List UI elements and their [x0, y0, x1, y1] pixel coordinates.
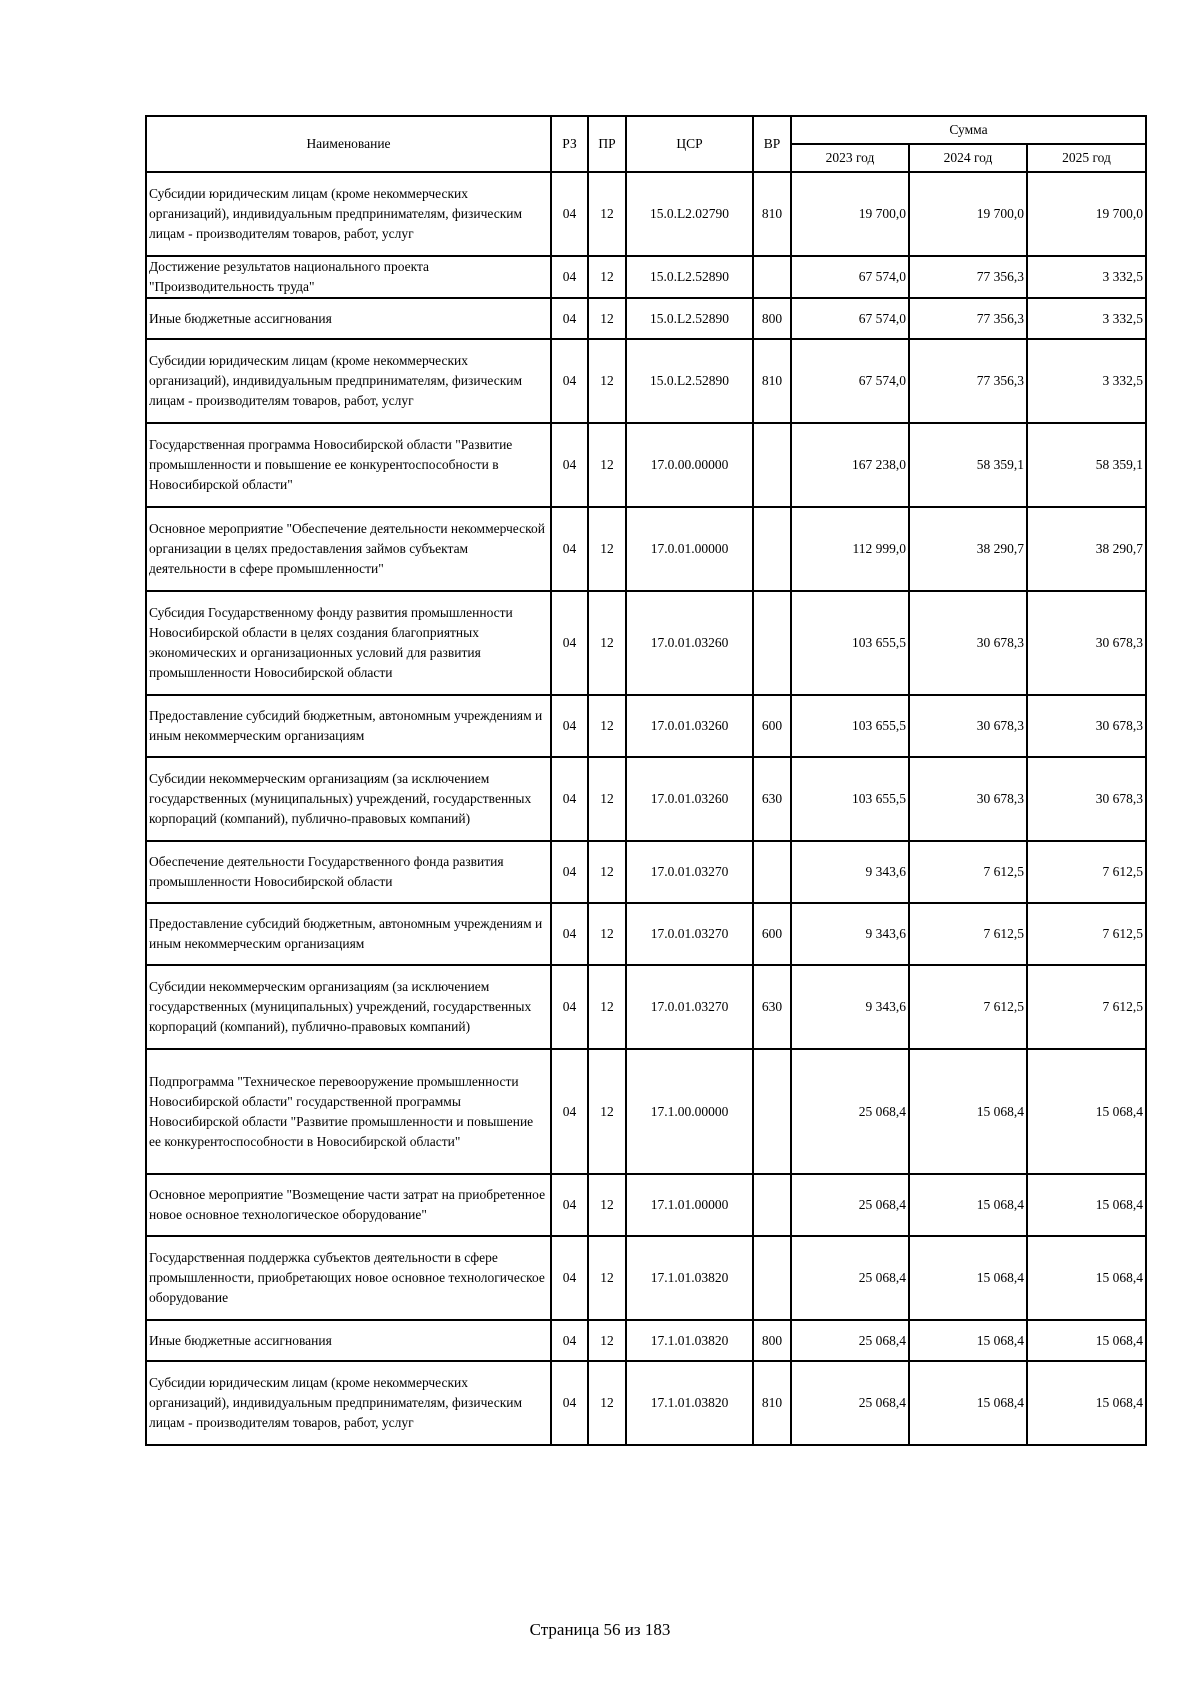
row-vr: 600 — [753, 695, 791, 757]
header-2024: 2024 год — [909, 144, 1027, 172]
row-name: Иные бюджетные ассигнования — [146, 298, 551, 339]
row-csr: 17.0.01.03270 — [626, 903, 753, 965]
row-name: Субсидии юридическим лицам (кроме некоммерческих организаций), индивидуальным предпринимателям, физическим лицам - производителям товаров, работ, услуг — [146, 172, 551, 256]
row-sum-2025: 7 612,5 — [1027, 841, 1146, 903]
row-vr — [753, 591, 791, 695]
table-row — [146, 841, 1146, 903]
row-pr: 12 — [588, 256, 626, 298]
row-name: Обеспечение деятельности Государственного фонда развития промышленности Новосибирской области — [146, 841, 551, 903]
row-rz: 04 — [551, 695, 588, 757]
row-csr: 17.0.01.03260 — [626, 757, 753, 841]
row-rz: 04 — [551, 1049, 588, 1174]
row-vr: 800 — [753, 1320, 791, 1361]
row-csr: 15.0.L2.52890 — [626, 339, 753, 423]
row-sum-2023: 9 343,6 — [791, 965, 909, 1049]
row-pr: 12 — [588, 298, 626, 339]
row-sum-2024: 38 290,7 — [909, 507, 1027, 591]
row-sum-2023: 67 574,0 — [791, 256, 909, 298]
row-rz: 04 — [551, 1361, 588, 1445]
table-row — [146, 172, 1146, 256]
row-pr: 12 — [588, 903, 626, 965]
row-pr: 12 — [588, 339, 626, 423]
header-rz: РЗ — [551, 116, 588, 172]
row-sum-2025: 15 068,4 — [1027, 1320, 1146, 1361]
row-sum-2025: 15 068,4 — [1027, 1174, 1146, 1236]
row-sum-2024: 7 612,5 — [909, 903, 1027, 965]
row-name: Субсидия Государственному фонду развития промышленности Новосибирской области в целях создания благоприятных экономических и организационных условий для развития промышленности Новосибирской области — [146, 591, 551, 695]
row-rz: 04 — [551, 256, 588, 298]
row-sum-2025: 38 290,7 — [1027, 507, 1146, 591]
row-name: Подпрограмма "Техническое перевооружение промышленности Новосибирской области" государственной программы Новосибирской области "Развитие промышленности и повышение ее конкурентоспособности в Новосибирской области" — [146, 1049, 551, 1174]
row-csr: 15.0.L2.52890 — [626, 298, 753, 339]
row-pr: 12 — [588, 841, 626, 903]
row-sum-2023: 103 655,5 — [791, 591, 909, 695]
row-pr: 12 — [588, 1361, 626, 1445]
row-sum-2025: 19 700,0 — [1027, 172, 1146, 256]
row-sum-2023: 103 655,5 — [791, 695, 909, 757]
table-row — [146, 1174, 1146, 1236]
header-vr: ВР — [753, 116, 791, 172]
row-rz: 04 — [551, 965, 588, 1049]
row-csr: 17.1.01.00000 — [626, 1174, 753, 1236]
table-body — [146, 172, 1146, 1445]
row-sum-2024: 77 356,3 — [909, 298, 1027, 339]
row-name: Предоставление субсидий бюджетным, автономным учреждениям и иным некоммерческим организациям — [146, 695, 551, 757]
table-row — [146, 339, 1146, 423]
row-sum-2023: 67 574,0 — [791, 339, 909, 423]
row-vr: 810 — [753, 339, 791, 423]
row-pr: 12 — [588, 591, 626, 695]
row-vr — [753, 423, 791, 507]
row-sum-2024: 19 700,0 — [909, 172, 1027, 256]
header-2023: 2023 год — [791, 144, 909, 172]
budget-table — [145, 115, 1147, 1446]
table-row — [146, 298, 1146, 339]
row-rz: 04 — [551, 1174, 588, 1236]
row-sum-2025: 15 068,4 — [1027, 1049, 1146, 1174]
table-row — [146, 695, 1146, 757]
header-2025: 2025 год — [1027, 144, 1146, 172]
row-vr: 810 — [753, 1361, 791, 1445]
row-sum-2024: 15 068,4 — [909, 1049, 1027, 1174]
row-sum-2024: 7 612,5 — [909, 841, 1027, 903]
row-name: Достижение результатов национального проекта "Производительность труда" — [146, 256, 551, 298]
row-name: Государственная поддержка субъектов деятельности в сфере промышленности, приобретающих новое основное технологическое оборудование — [146, 1236, 551, 1320]
row-rz: 04 — [551, 1320, 588, 1361]
row-sum-2024: 15 068,4 — [909, 1236, 1027, 1320]
row-pr: 12 — [588, 423, 626, 507]
row-pr: 12 — [588, 507, 626, 591]
row-csr: 17.0.00.00000 — [626, 423, 753, 507]
row-csr: 17.1.01.03820 — [626, 1320, 753, 1361]
row-name: Субсидии юридическим лицам (кроме некоммерческих организаций), индивидуальным предпринимателям, физическим лицам - производителям товаров, работ, услуг — [146, 1361, 551, 1445]
row-sum-2023: 25 068,4 — [791, 1049, 909, 1174]
table-row — [146, 757, 1146, 841]
table-row — [146, 903, 1146, 965]
row-vr — [753, 1174, 791, 1236]
row-sum-2025: 15 068,4 — [1027, 1236, 1146, 1320]
row-name: Государственная программа Новосибирской области "Развитие промышленности и повышение ее конкурентоспособности в Новосибирской области" — [146, 423, 551, 507]
row-rz: 04 — [551, 591, 588, 695]
row-vr: 800 — [753, 298, 791, 339]
row-vr — [753, 507, 791, 591]
row-vr: 810 — [753, 172, 791, 256]
row-sum-2023: 25 068,4 — [791, 1174, 909, 1236]
row-sum-2025: 7 612,5 — [1027, 965, 1146, 1049]
row-rz: 04 — [551, 903, 588, 965]
row-csr: 17.1.01.03820 — [626, 1236, 753, 1320]
row-sum-2023: 103 655,5 — [791, 757, 909, 841]
row-csr: 17.1.00.00000 — [626, 1049, 753, 1174]
row-sum-2024: 77 356,3 — [909, 339, 1027, 423]
row-rz: 04 — [551, 1236, 588, 1320]
row-sum-2025: 30 678,3 — [1027, 591, 1146, 695]
row-sum-2025: 30 678,3 — [1027, 757, 1146, 841]
row-rz: 04 — [551, 298, 588, 339]
row-sum-2023: 9 343,6 — [791, 841, 909, 903]
table-row — [146, 1361, 1146, 1445]
row-sum-2025: 30 678,3 — [1027, 695, 1146, 757]
row-csr: 17.0.01.03270 — [626, 841, 753, 903]
row-vr: 630 — [753, 757, 791, 841]
row-name: Субсидии некоммерческим организациям (за исключением государственных (муниципальных) учреждений, государственных корпораций (компаний), публично-правовых компаний) — [146, 965, 551, 1049]
header-pr: ПР — [588, 116, 626, 172]
row-sum-2024: 77 356,3 — [909, 256, 1027, 298]
row-pr: 12 — [588, 695, 626, 757]
row-sum-2024: 15 068,4 — [909, 1361, 1027, 1445]
row-name: Субсидии юридическим лицам (кроме некоммерческих организаций), индивидуальным предпринимателям, физическим лицам - производителям товаров, работ, услуг — [146, 339, 551, 423]
header-row-1 — [146, 116, 1146, 144]
row-name: Основное мероприятие "Возмещение части затрат на приобретенное новое основное технологическое оборудование" — [146, 1174, 551, 1236]
row-sum-2023: 19 700,0 — [791, 172, 909, 256]
row-pr: 12 — [588, 1174, 626, 1236]
row-sum-2025: 7 612,5 — [1027, 903, 1146, 965]
row-sum-2024: 15 068,4 — [909, 1174, 1027, 1236]
row-sum-2025: 3 332,5 — [1027, 339, 1146, 423]
row-sum-2023: 25 068,4 — [791, 1320, 909, 1361]
row-sum-2023: 25 068,4 — [791, 1236, 909, 1320]
row-vr: 600 — [753, 903, 791, 965]
table-row — [146, 965, 1146, 1049]
row-name: Предоставление субсидий бюджетным, автономным учреждениям и иным некоммерческим организациям — [146, 903, 551, 965]
row-name: Основное мероприятие "Обеспечение деятельности некоммерческой организации в целях предоставления займов субъектам деятельности в сфере промышленности" — [146, 507, 551, 591]
row-rz: 04 — [551, 841, 588, 903]
row-sum-2024: 7 612,5 — [909, 965, 1027, 1049]
row-pr: 12 — [588, 965, 626, 1049]
row-vr: 630 — [753, 965, 791, 1049]
row-sum-2025: 3 332,5 — [1027, 256, 1146, 298]
row-pr: 12 — [588, 1236, 626, 1320]
header-name: Наименование — [146, 116, 551, 172]
row-csr: 17.0.01.03260 — [626, 591, 753, 695]
table-row — [146, 507, 1146, 591]
row-sum-2024: 30 678,3 — [909, 591, 1027, 695]
row-sum-2023: 112 999,0 — [791, 507, 909, 591]
row-csr: 15.0.L2.52890 — [626, 256, 753, 298]
table-row — [146, 1236, 1146, 1320]
row-sum-2023: 25 068,4 — [791, 1361, 909, 1445]
row-name: Иные бюджетные ассигнования — [146, 1320, 551, 1361]
row-sum-2023: 67 574,0 — [791, 298, 909, 339]
row-vr — [753, 1236, 791, 1320]
row-pr: 12 — [588, 1049, 626, 1174]
row-sum-2024: 30 678,3 — [909, 695, 1027, 757]
row-sum-2024: 30 678,3 — [909, 757, 1027, 841]
header-sum: Сумма — [791, 116, 1146, 144]
row-sum-2023: 167 238,0 — [791, 423, 909, 507]
row-rz: 04 — [551, 172, 588, 256]
row-csr: 17.1.01.03820 — [626, 1361, 753, 1445]
row-csr: 17.0.01.03260 — [626, 695, 753, 757]
table-row — [146, 256, 1146, 298]
row-vr — [753, 841, 791, 903]
row-name: Субсидии некоммерческим организациям (за исключением государственных (муниципальных) учреждений, государственных корпораций (компаний), публично-правовых компаний) — [146, 757, 551, 841]
row-rz: 04 — [551, 757, 588, 841]
row-csr: 15.0.L2.02790 — [626, 172, 753, 256]
row-rz: 04 — [551, 423, 588, 507]
table-row — [146, 1049, 1146, 1174]
row-vr — [753, 1049, 791, 1174]
page-footer: Страница 56 из 183 — [529, 1620, 671, 1639]
row-rz: 04 — [551, 339, 588, 423]
row-pr: 12 — [588, 172, 626, 256]
table-row — [146, 1320, 1146, 1361]
row-sum-2025: 58 359,1 — [1027, 423, 1146, 507]
row-sum-2025: 3 332,5 — [1027, 298, 1146, 339]
row-rz: 04 — [551, 507, 588, 591]
row-csr: 17.0.01.00000 — [626, 507, 753, 591]
row-csr: 17.0.01.03270 — [626, 965, 753, 1049]
row-sum-2024: 58 359,1 — [909, 423, 1027, 507]
table-row — [146, 591, 1146, 695]
row-sum-2025: 15 068,4 — [1027, 1361, 1146, 1445]
header-csr: ЦСР — [626, 116, 753, 172]
row-vr — [753, 256, 791, 298]
row-sum-2024: 15 068,4 — [909, 1320, 1027, 1361]
row-pr: 12 — [588, 1320, 626, 1361]
table-row — [146, 423, 1146, 507]
row-sum-2023: 9 343,6 — [791, 903, 909, 965]
row-pr: 12 — [588, 757, 626, 841]
